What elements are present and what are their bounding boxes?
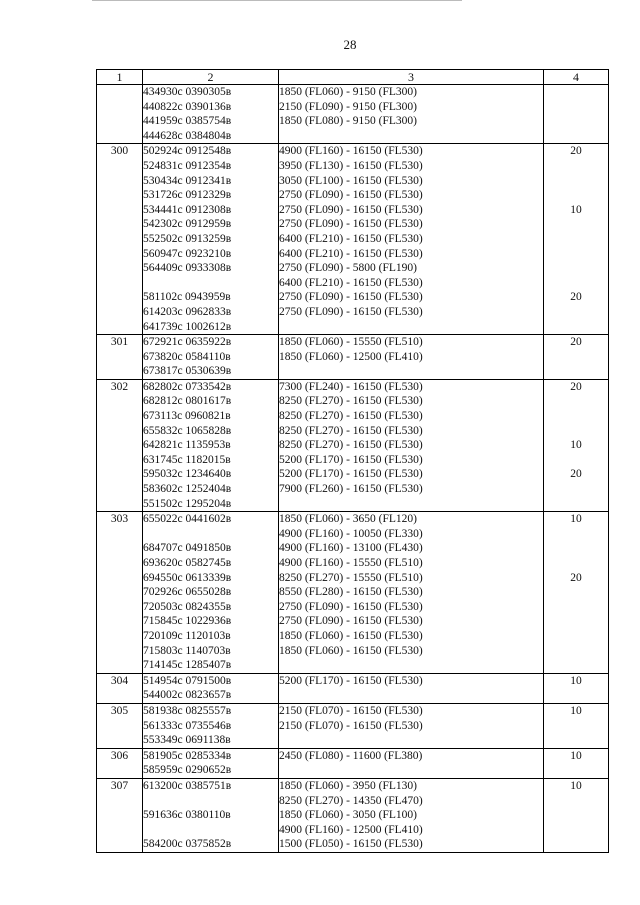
coordinate-line: 564409с 0933308в xyxy=(143,262,232,275)
value-line xyxy=(544,585,608,600)
altitude-range-line: 6400 (FL210) - 16150 (FL530) xyxy=(279,232,423,245)
coordinate-line: 534441с 0912308в xyxy=(143,203,232,216)
coordinate-line: 714145с 1285407в xyxy=(143,659,232,672)
value-line xyxy=(544,600,608,615)
coordinate-line: 585959с 0290652в xyxy=(143,764,232,777)
coordinate-line: 655832с 1065828в xyxy=(143,424,232,437)
value-cell xyxy=(544,748,609,778)
coordinate-line: 434930с 0390305в xyxy=(143,86,232,98)
value-line xyxy=(544,350,608,365)
coordinates-cell xyxy=(143,85,279,144)
value-line xyxy=(544,261,608,276)
value-line xyxy=(544,85,608,100)
altitude-range-line: 4900 (FL160) - 10050 (FL330) xyxy=(279,527,423,540)
coordinate-line: 720109с 1120103в xyxy=(143,629,231,642)
table-body xyxy=(97,85,609,853)
coordinate-line: 591636с 0380110в xyxy=(143,809,231,822)
coordinate-line: 715845с 1022936в xyxy=(143,615,232,628)
altitude-range-line: 5200 (FL170) - 16150 (FL530) xyxy=(279,674,423,687)
col-header-3: 3 xyxy=(279,70,544,85)
value-line xyxy=(544,497,608,512)
header-row xyxy=(97,70,609,85)
altitude-range-line xyxy=(279,497,543,512)
zone-number-cell: 304 xyxy=(97,673,143,703)
table-row xyxy=(97,673,609,703)
coordinate-line: 581938с 0825557в xyxy=(143,704,232,717)
altitude-range-line: 3050 (FL100) - 16150 (FL530) xyxy=(279,174,423,187)
value-line xyxy=(544,305,608,320)
altitude-range-line: 8250 (FL270) - 15550 (FL510) xyxy=(279,571,423,584)
value-line xyxy=(544,733,608,748)
coordinate-line: 581905с 0285334в xyxy=(143,749,232,762)
value-line: 10 xyxy=(570,749,582,762)
altitude-range-line: 2750 (FL090) - 16150 (FL530) xyxy=(279,291,423,304)
altitude-range-line: 8250 (FL270) - 16150 (FL530) xyxy=(279,424,423,437)
coordinate-line: 613200с 0385751в xyxy=(143,779,232,792)
coordinate-line: 673113с 0960821в xyxy=(143,410,231,423)
coordinate-line: 581102с 0943959в xyxy=(143,291,231,304)
coordinate-line: 673817с 0530639в xyxy=(143,365,232,378)
top-rule xyxy=(92,0,462,1)
altitude-range-line: 4900 (FL160) - 15550 (FL510) xyxy=(279,557,423,569)
altitude-range-line: 2750 (FL090) - 16150 (FL530) xyxy=(279,600,423,613)
zone-number-cell: 301 xyxy=(97,335,143,380)
altitude-range-line xyxy=(279,658,543,673)
coordinate-line: 440822с 0390136в xyxy=(143,100,232,113)
coordinate-line: 694550с 0613339в xyxy=(143,571,232,584)
altitude-range-line: 4900 (FL160) - 12500 (FL410) xyxy=(279,823,423,836)
altitude-range-line: 7900 (FL260) - 16150 (FL530) xyxy=(279,483,423,496)
coordinate-line: 553349с 0691138в xyxy=(143,734,231,747)
coordinates-cell xyxy=(143,335,279,380)
altitude-range-line xyxy=(279,733,543,748)
value-line: 20 xyxy=(570,468,582,481)
value-line: 10 xyxy=(570,779,582,792)
coordinate-line: 542302с 0912959в xyxy=(143,218,232,231)
altitude-range-line: 2750 (FL090) - 16150 (FL530) xyxy=(279,615,423,628)
value-line xyxy=(544,247,608,262)
value-cell xyxy=(544,673,609,703)
altitude-range-line: 7300 (FL240) - 16150 (FL530) xyxy=(279,380,423,393)
altitude-range-cell xyxy=(279,512,544,674)
coordinate-line: 682812с 0801617в xyxy=(143,395,232,408)
value-line xyxy=(544,541,608,556)
value-line xyxy=(544,763,608,778)
coordinate-line xyxy=(143,823,278,838)
coordinates-cell xyxy=(143,379,279,511)
coordinates-cell xyxy=(143,673,279,703)
coordinate-line: 684707с 0491850в xyxy=(143,542,232,555)
coordinate-line xyxy=(143,276,278,291)
altitude-range-line: 2150 (FL090) - 9150 (FL300) xyxy=(279,100,417,113)
value-line xyxy=(544,719,608,734)
col-header-4: 4 xyxy=(544,70,609,85)
coordinate-line: 441959с 0385754в xyxy=(143,115,232,128)
value-line xyxy=(544,644,608,659)
coordinate-line: 552502с 0913259в xyxy=(143,232,232,245)
altitude-range-line: 2750 (FL090) - 16150 (FL530) xyxy=(279,305,423,318)
altitude-range-line xyxy=(279,129,543,144)
table-row xyxy=(97,85,609,144)
altitude-range-line: 8250 (FL270) - 16150 (FL530) xyxy=(279,439,423,452)
value-line: 10 xyxy=(570,439,582,452)
coordinate-line: 524831с 0912354в xyxy=(143,159,232,172)
value-line xyxy=(544,527,608,542)
value-line xyxy=(544,688,608,703)
altitude-range-line: 4900 (FL160) - 16150 (FL530) xyxy=(279,145,423,158)
altitude-range-cell xyxy=(279,748,544,778)
coordinate-line: 693620с 0582745в xyxy=(143,557,232,569)
coordinates-cell xyxy=(143,144,279,335)
altitude-range-line: 8250 (FL270) - 16150 (FL530) xyxy=(279,395,423,408)
altitude-range-line: 2450 (FL080) - 11600 (FL380) xyxy=(279,749,423,762)
coordinate-line: 502924с 0912548в xyxy=(143,145,232,158)
airspace-table xyxy=(96,69,609,853)
value-cell xyxy=(544,85,609,144)
coordinates-cell xyxy=(143,512,279,674)
coordinate-line: 595032с 1234640в xyxy=(143,468,232,481)
coordinate-line: 551502с 1295204в xyxy=(143,497,232,510)
value-line xyxy=(544,174,608,189)
coordinate-line: 631745с 1182015в xyxy=(143,453,231,466)
zone-number-cell: 302 xyxy=(97,379,143,511)
altitude-range-cell xyxy=(279,379,544,511)
value-line xyxy=(544,364,608,379)
coordinate-line: 642821с 1135953в xyxy=(143,439,231,452)
value-line xyxy=(544,100,608,115)
altitude-range-line: 8550 (FL280) - 16150 (FL530) xyxy=(279,586,423,599)
altitude-range-line: 1850 (FL060) - 3650 (FL120) xyxy=(279,513,417,526)
coordinates-cell xyxy=(143,778,279,852)
coordinate-line: 561333с 0735546в xyxy=(143,719,232,732)
value-line: 20 xyxy=(570,336,582,349)
zone-number-cell xyxy=(97,85,143,144)
value-line xyxy=(544,114,608,129)
altitude-range-line: 1850 (FL080) - 9150 (FL300) xyxy=(279,115,417,128)
altitude-range-line: 1500 (FL050) - 16150 (FL530) xyxy=(279,838,423,851)
value-line xyxy=(544,232,608,247)
coordinate-line: 641739с 1002612в xyxy=(143,320,232,333)
value-cell xyxy=(544,379,609,511)
value-line xyxy=(544,320,608,335)
altitude-range-cell xyxy=(279,778,544,852)
value-cell xyxy=(544,703,609,748)
value-line xyxy=(544,276,608,291)
altitude-range-line: 1850 (FL060) - 12500 (FL410) xyxy=(279,350,423,363)
value-line: 10 xyxy=(570,513,582,526)
table-row xyxy=(97,379,609,511)
value-line: 10 xyxy=(570,203,582,216)
altitude-range-line: 4900 (FL160) - 13100 (FL430) xyxy=(279,542,423,555)
altitude-range-line: 1850 (FL060) - 9150 (FL300) xyxy=(279,86,417,98)
value-line: 20 xyxy=(570,145,582,158)
altitude-range-line: 2750 (FL090) - 16150 (FL530) xyxy=(279,189,423,202)
value-line xyxy=(544,394,608,409)
zone-number-cell: 303 xyxy=(97,512,143,674)
altitude-range-line: 5200 (FL170) - 16150 (FL530) xyxy=(279,453,423,466)
altitude-range-line xyxy=(279,364,543,379)
zone-number-cell: 306 xyxy=(97,748,143,778)
coordinate-line: 530434с 0912341в xyxy=(143,174,232,187)
value-line xyxy=(544,808,608,823)
altitude-range-line: 1850 (FL060) - 15550 (FL510) xyxy=(279,336,423,349)
value-line xyxy=(544,129,608,144)
value-line xyxy=(544,658,608,673)
altitude-range-line: 8250 (FL270) - 16150 (FL530) xyxy=(279,410,423,423)
value-cell xyxy=(544,778,609,852)
value-line: 20 xyxy=(570,380,582,393)
value-line xyxy=(544,482,608,497)
col-header-1: 1 xyxy=(97,70,143,85)
value-line xyxy=(544,556,608,571)
coordinate-line: 715803с 1140703в xyxy=(143,644,231,657)
coordinate-line xyxy=(143,794,278,809)
value-cell xyxy=(544,335,609,380)
altitude-range-line: 6400 (FL210) - 16150 (FL530) xyxy=(279,247,423,260)
altitude-range-line: 2750 (FL090) - 16150 (FL530) xyxy=(279,203,423,216)
table-row xyxy=(97,335,609,380)
value-line xyxy=(544,629,608,644)
value-line xyxy=(544,837,608,852)
value-line xyxy=(544,159,608,174)
altitude-range-line: 2150 (FL070) - 16150 (FL530) xyxy=(279,704,423,717)
coordinate-line: 673820с 0584110в xyxy=(143,350,231,363)
page-number: 28 xyxy=(343,37,357,52)
altitude-range-line: 2750 (FL090) - 5800 (FL190) xyxy=(279,262,417,275)
col-header-2: 2 xyxy=(143,70,279,85)
value-line xyxy=(544,794,608,809)
value-line xyxy=(544,453,608,468)
altitude-range-line xyxy=(279,763,543,778)
altitude-range-cell xyxy=(279,673,544,703)
value-line xyxy=(544,409,608,424)
coordinate-line: 584200с 0375852в xyxy=(143,838,232,851)
table-row xyxy=(97,144,609,335)
altitude-range-line: 1850 (FL060) - 3050 (FL100) xyxy=(279,809,417,822)
altitude-range-line: 1850 (FL060) - 16150 (FL530) xyxy=(279,629,423,642)
altitude-range-cell xyxy=(279,335,544,380)
coordinate-line: 531726с 0912329в xyxy=(143,189,232,202)
coordinates-cell xyxy=(143,748,279,778)
zone-number-cell: 300 xyxy=(97,144,143,335)
altitude-range-line: 2150 (FL070) - 16150 (FL530) xyxy=(279,719,423,732)
value-line xyxy=(544,424,608,439)
value-line: 20 xyxy=(570,291,582,304)
table-row xyxy=(97,748,609,778)
value-line: 10 xyxy=(570,704,582,717)
value-cell xyxy=(544,512,609,674)
value-line: 10 xyxy=(570,674,582,687)
coordinate-line: 672921с 0635922в xyxy=(143,336,232,349)
table-row xyxy=(97,778,609,852)
coordinate-line: 614203с 0962833в xyxy=(143,305,232,318)
coordinate-line: 514954с 0791500в xyxy=(143,674,232,687)
altitude-range-line xyxy=(279,320,543,335)
altitude-range-line: 8250 (FL270) - 14350 (FL470) xyxy=(279,794,423,807)
table-row xyxy=(97,512,609,674)
value-line xyxy=(544,188,608,203)
coordinate-line: 720503с 0824355в xyxy=(143,600,232,613)
value-line xyxy=(544,614,608,629)
altitude-range-line: 1850 (FL060) - 3950 (FL130) xyxy=(279,779,417,792)
zone-number-cell: 305 xyxy=(97,703,143,748)
altitude-range-line: 1850 (FL060) - 16150 (FL530) xyxy=(279,644,423,657)
value-line: 20 xyxy=(570,571,582,584)
value-line xyxy=(544,217,608,232)
value-cell xyxy=(544,144,609,335)
value-line xyxy=(544,823,608,838)
altitude-range-line: 2750 (FL090) - 16150 (FL530) xyxy=(279,218,423,231)
coordinate-line: 583602с 1252404в xyxy=(143,483,232,496)
zone-number-cell: 307 xyxy=(97,778,143,852)
altitude-range-line xyxy=(279,688,543,703)
altitude-range-line: 5200 (FL170) - 16150 (FL530) xyxy=(279,468,423,481)
altitude-range-line: 3950 (FL130) - 16150 (FL530) xyxy=(279,159,423,172)
altitude-range-cell xyxy=(279,85,544,144)
altitude-range-cell xyxy=(279,703,544,748)
coordinate-line: 444628с 0384804в xyxy=(143,129,232,142)
coordinate-line: 544002с 0823657в xyxy=(143,689,232,702)
coordinate-line: 682802с 0733542в xyxy=(143,380,232,393)
coordinates-cell xyxy=(143,703,279,748)
coordinate-line xyxy=(143,527,278,542)
coordinate-line: 560947с 0923210в xyxy=(143,247,232,260)
altitude-range-cell xyxy=(279,144,544,335)
coordinate-line: 702926с 0655028в xyxy=(143,586,232,599)
altitude-range-line: 6400 (FL210) - 16150 (FL530) xyxy=(279,276,423,289)
table-row xyxy=(97,703,609,748)
coordinate-line: 655022с 0441602в xyxy=(143,513,232,526)
